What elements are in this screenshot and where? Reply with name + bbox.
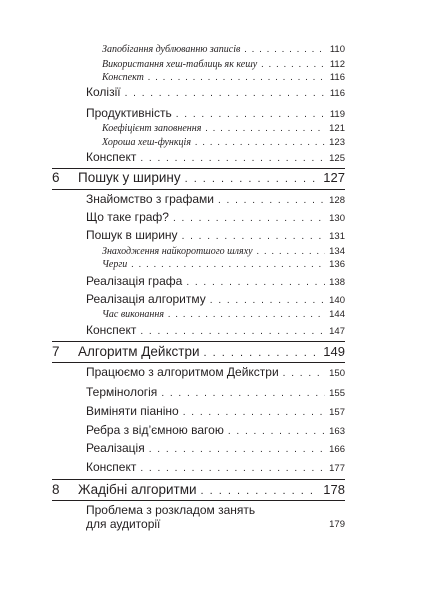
- toc-entry-page: 155: [329, 388, 345, 399]
- toc-entry[interactable]: [86, 192, 345, 206]
- toc-entry[interactable]: [102, 246, 345, 257]
- dot-leader: [228, 426, 325, 437]
- chapter-page: 178: [323, 482, 345, 497]
- toc-entry[interactable]: [102, 137, 345, 148]
- toc-entry-title: Ребра з від’ємною вагою: [86, 423, 224, 437]
- chapter-number: 8: [52, 482, 60, 497]
- toc-entry[interactable]: [86, 503, 345, 533]
- dot-leader: [182, 231, 326, 242]
- dot-leader: [210, 295, 325, 306]
- dot-leader: [148, 72, 326, 82]
- toc-entry-page: 112: [329, 59, 345, 70]
- toc-entry[interactable]: [86, 441, 345, 455]
- chapter-title: Алгоритм Дейкстри: [78, 344, 200, 359]
- toc-entry-page: 147: [329, 326, 345, 337]
- toc-entry[interactable]: [86, 323, 345, 337]
- dot-leader: [186, 277, 325, 288]
- toc-entry-page: 140: [329, 295, 345, 306]
- section-divider: [52, 341, 345, 342]
- toc-entry-title: Час виконання: [102, 309, 164, 320]
- chapter-page: 127: [323, 170, 345, 185]
- toc-chapter[interactable]: [52, 344, 345, 359]
- toc-entry-title: Пошук в ширину: [86, 228, 178, 242]
- toc-entry-page: 134: [329, 246, 345, 257]
- dot-leader: [131, 259, 325, 269]
- dot-leader: [195, 137, 325, 147]
- chapter-title: Пошук у ширину: [78, 170, 181, 185]
- toc-entry-page: 131: [329, 231, 345, 242]
- toc-entry-title: Виміняти піаніно: [86, 404, 179, 418]
- toc-entry-page: 138: [329, 277, 345, 288]
- toc-entry-title: Черги: [102, 259, 128, 270]
- toc-entry[interactable]: [86, 106, 345, 120]
- dot-leader: [244, 44, 325, 54]
- dot-leader: [140, 463, 325, 474]
- toc-entry-title: Хороша хеш-функція: [102, 137, 191, 148]
- dot-leader: [183, 407, 325, 418]
- toc-entry[interactable]: [86, 210, 345, 224]
- chapter-title: Жадібні алгоритми: [78, 482, 197, 497]
- chapter-page: 149: [323, 344, 345, 359]
- dot-leader: [205, 123, 325, 133]
- toc-entry-title: Продуктивність: [86, 106, 172, 120]
- toc-entry-page: 123: [329, 137, 345, 148]
- toc-entry-page: 157: [329, 407, 345, 418]
- toc-entry-page: 128: [329, 195, 345, 206]
- dot-leader: [204, 347, 320, 359]
- toc-entry-title: Конспект: [86, 460, 137, 474]
- dot-leader: [168, 309, 325, 319]
- toc-entry-page: 110: [329, 44, 345, 55]
- section-divider: [52, 479, 345, 480]
- toc-entry-page: 163: [329, 426, 345, 437]
- dot-leader: [218, 195, 325, 206]
- toc-entry[interactable]: [86, 423, 345, 437]
- toc-entry-title: Використання хеш-таблиць як кешу: [102, 59, 258, 70]
- toc-entry-page: 179: [329, 519, 345, 530]
- toc-entry-title-line2: для аудиторії: [86, 517, 161, 531]
- dot-leader: [140, 326, 325, 337]
- toc-entry[interactable]: [86, 365, 345, 379]
- toc-entry-title: Знайомство з графами: [86, 192, 214, 206]
- toc-entry-title: Запобігання дублюванню записів: [102, 44, 241, 55]
- toc-entry[interactable]: [102, 59, 345, 70]
- toc-entry[interactable]: [86, 150, 345, 164]
- toc-entry-page: 125: [329, 153, 345, 164]
- toc-entry-page: 136: [329, 259, 345, 270]
- dot-leader: [173, 213, 325, 224]
- toc-entry-page: 177: [329, 463, 345, 474]
- dot-leader: [185, 173, 320, 185]
- toc-entry[interactable]: [86, 292, 345, 306]
- toc-entry[interactable]: [86, 85, 345, 99]
- section-divider: [52, 168, 345, 169]
- toc-entry[interactable]: [102, 123, 345, 134]
- toc-entry[interactable]: [86, 274, 345, 288]
- toc-entry-page: 150: [329, 368, 345, 379]
- dot-leader: [283, 368, 325, 379]
- toc-entry-page: 119: [329, 109, 345, 120]
- toc-entry-title-line1: Проблема з розкладом занять: [86, 503, 256, 517]
- toc-entry-title: Знаходження найкоротшого шляху: [102, 246, 253, 257]
- dot-leader: [161, 388, 325, 399]
- toc-entry[interactable]: [102, 309, 345, 320]
- toc-entry-title: Конспект: [86, 323, 137, 337]
- section-divider: [52, 189, 345, 190]
- dot-leader: [201, 485, 320, 497]
- toc-entry-title: Конспект: [86, 150, 137, 164]
- toc-entry-page: 144: [329, 309, 345, 320]
- toc-entry-title: Реалізація графа: [86, 274, 183, 288]
- toc-entry-title: Реалізація: [86, 441, 145, 455]
- dot-leader: [125, 88, 326, 99]
- section-divider: [52, 362, 345, 363]
- toc-entry[interactable]: [86, 228, 345, 242]
- toc-entry-page: 121: [329, 123, 345, 134]
- chapter-number: 7: [52, 344, 60, 359]
- toc-entry-title: Реалізація алгоритму: [86, 292, 206, 306]
- toc-entry[interactable]: [102, 44, 345, 55]
- dot-leader: [149, 444, 325, 455]
- chapter-number: 6: [52, 170, 60, 185]
- toc-entry[interactable]: [102, 259, 345, 270]
- toc-entry-title: Коефіцієнт заповнення: [102, 123, 202, 134]
- dot-leader: [257, 246, 326, 256]
- toc-entry-page: 130: [329, 213, 345, 224]
- toc-chapter[interactable]: [52, 170, 345, 185]
- toc-entry[interactable]: [86, 460, 345, 474]
- toc-entry-title: Колізії: [86, 85, 121, 99]
- dot-leader: [140, 153, 325, 164]
- toc-entry[interactable]: [102, 72, 345, 83]
- section-divider: [52, 500, 345, 501]
- toc-entry[interactable]: [86, 404, 345, 418]
- toc-entry-page: 116: [329, 72, 345, 83]
- toc-entry-page: 116: [329, 88, 345, 99]
- toc-chapter[interactable]: [52, 482, 345, 497]
- toc-entry-title: Термінологія: [86, 385, 158, 399]
- toc-entry-title: Конспект: [102, 72, 144, 83]
- dot-leader: [176, 109, 326, 120]
- toc-entry-title: Що таке граф?: [86, 210, 169, 224]
- toc-entry-title: Працюємо з алгоритмом Дейкстри: [86, 365, 279, 379]
- toc-entry[interactable]: [86, 385, 345, 399]
- dot-leader: [261, 59, 326, 69]
- toc-entry-page: 166: [329, 444, 345, 455]
